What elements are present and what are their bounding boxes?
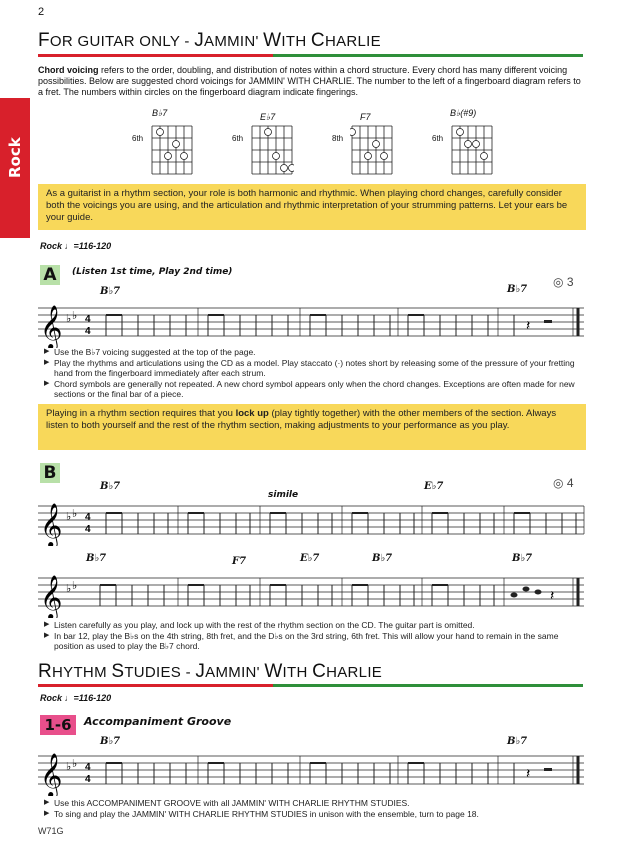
tip-text: (play tightly together) with the other members of the section. Always listen to both yourself and the rest of the rhythm section, making adjustments to your performance as you play. — [46, 408, 557, 431]
title-part: OR GUITAR ONLY - — [49, 33, 195, 50]
chord-symbol: B♭7 — [512, 553, 533, 564]
title-part: R — [38, 661, 53, 682]
instruction-item: ▶ Listen carefully as you play, and lock up with the rest of the rhythm section on the CD. The guitar part is omitted. — [44, 620, 590, 631]
chord-diagram — [130, 108, 200, 178]
tempo-marking: Rock ♩=116-120 — [40, 693, 112, 703]
chord-symbol: B♭7 — [100, 286, 121, 297]
svg-text:♭: ♭ — [66, 511, 72, 523]
instruction-item: ▶ Chord symbols are generally not repeated. A new chord symbol appears only when the chord changes. Exceptions are often made for new sections or the final bar of a piece. — [44, 379, 590, 400]
title-part: AMMIN' — [204, 33, 264, 50]
simile-marking: simile — [268, 490, 299, 500]
title-part: AMMIN' — [205, 664, 265, 681]
groove-title: Accompaniment Groove — [84, 715, 232, 728]
title-part: C — [310, 30, 325, 51]
chord-symbol: B♭7 — [86, 553, 107, 564]
fret-label: 6th — [132, 134, 144, 143]
title-part: C — [312, 661, 327, 682]
fretboard-grid — [350, 122, 394, 176]
title-part: J — [195, 661, 206, 682]
chord-symbol: B♭7 — [372, 553, 393, 564]
instruction-item: ▶ Use this ACCOMPANIMENT GROOVE with all JAMMIN' WITH CHARLIE RHYTHM STUDIES. — [44, 798, 590, 809]
chord-diagram — [230, 108, 300, 178]
svg-text:4: 4 — [85, 774, 91, 785]
instructions-a — [44, 347, 590, 400]
fretboard-grid — [150, 122, 194, 176]
study-number-box: 1-6 — [40, 715, 76, 735]
section-title-rhythm-studies — [38, 661, 382, 683]
section-a-note: (Listen 1st time, Play 2nd time) — [72, 267, 233, 277]
chord-diagram-name: B♭(#9) — [450, 108, 477, 118]
cd-track-number — [553, 476, 574, 490]
instructions-groove — [44, 798, 590, 819]
fret-label: 6th — [232, 134, 244, 143]
cd-icon: ◎ — [553, 275, 564, 289]
title-part: ITH — [281, 33, 311, 50]
tip-box-lock-up — [38, 404, 586, 450]
side-tab-label: Rock — [6, 137, 24, 178]
tip-bold: lock up — [235, 408, 269, 419]
title-rule-green — [273, 54, 583, 57]
cd-track-number — [553, 275, 574, 289]
music-staff-b1 — [38, 496, 588, 546]
chord-symbol: E♭7 — [424, 481, 444, 492]
track-number: 3 — [566, 275, 574, 289]
intro-paragraph — [38, 65, 586, 98]
instruction-item: ▶ In bar 12, play the B♭s on the 4th string, 8th fret, and the D♭s on the 3rd string, 6th fret. This will allow your hand to remain in the same position as used to play the B♭7 chord. — [44, 631, 590, 652]
svg-text:𝄞: 𝄞 — [40, 305, 63, 348]
svg-text:4: 4 — [85, 314, 91, 325]
chord-symbol: B♭7 — [507, 284, 528, 295]
track-number: 4 — [566, 476, 574, 490]
tip-box-rhythm-role: As a guitarist in a rhythm section, your role is both harmonic and rhythmic. When playing chord changes, carefully consider both the voicings you are using, and the articulation and rhythmic interpretation of your strumming patterns. Let your ears be your guide. — [38, 184, 586, 230]
rehearsal-letter-a: A — [40, 265, 60, 285]
title-part: F — [38, 30, 50, 51]
chord-symbol: B♭7 — [507, 736, 528, 747]
section-title-guitar — [38, 30, 381, 52]
music-staff-a — [38, 298, 588, 348]
title-part: J — [194, 30, 205, 51]
title-part: S — [111, 661, 125, 682]
tempo-marking: Rock ♩=116-120 — [40, 241, 112, 251]
svg-text:♭: ♭ — [66, 583, 72, 595]
svg-text:♭: ♭ — [72, 508, 78, 520]
svg-text:4: 4 — [85, 762, 91, 773]
instruction-item: ▶ To sing and play the JAMMIN' WITH CHARLIE RHYTHM STUDIES in unison with the ensemble, turn to page 18. — [44, 809, 590, 820]
svg-text:♭: ♭ — [72, 758, 78, 770]
chord-diagram-name: F7 — [360, 112, 371, 122]
title-part: ITH — [282, 664, 313, 681]
svg-text:♭: ♭ — [66, 313, 72, 325]
svg-text:𝄞: 𝄞 — [40, 575, 63, 618]
chord-symbol: B♭7 — [100, 736, 121, 747]
instructions-b — [44, 620, 590, 652]
svg-text:𝄽: 𝄽 — [526, 765, 531, 781]
music-staff-b2 — [38, 568, 588, 618]
title-part: W — [264, 661, 283, 682]
rehearsal-letter-b: B — [40, 463, 60, 483]
svg-text:4: 4 — [85, 512, 91, 523]
chord-diagram-name: B♭7 — [152, 108, 168, 118]
svg-text:𝄞: 𝄞 — [40, 753, 63, 796]
svg-text:♭: ♭ — [72, 580, 78, 592]
page-number: 2 — [38, 6, 45, 18]
fret-label: 6th — [432, 134, 444, 143]
fretboard-grid — [450, 122, 494, 176]
svg-text:4: 4 — [85, 326, 91, 337]
fret-label: 8th — [332, 134, 344, 143]
title-part: W — [263, 30, 282, 51]
title-part: HARLIE — [324, 33, 381, 50]
chord-diagram — [430, 108, 500, 178]
title-rule-red — [38, 54, 273, 57]
fretboard-grid — [250, 122, 294, 176]
title-part: HYTHM — [52, 664, 112, 681]
svg-text:𝄞: 𝄞 — [40, 503, 63, 546]
intro-text: refers to the order, doubling, and distribution of notes within a chord structure. Every chord has many different voicing possibilities. Below are suggested chord voicings for JAMMIN' WITH CHARLIE. The number to the left of a fingerboard diagram refers to a fret. The numbers within circles on the fingerboard diagram indicate fingerings. — [38, 65, 581, 97]
chord-diagram — [330, 108, 400, 178]
rock-side-tab — [0, 98, 30, 238]
title-part: TUDIES - — [124, 664, 196, 681]
title-rule-red — [38, 684, 273, 687]
svg-text:𝄽: 𝄽 — [550, 587, 555, 603]
title-rule-green — [273, 684, 583, 687]
chord-diagram-name: E♭7 — [260, 112, 276, 122]
footer-code: W71G — [38, 826, 64, 836]
instruction-item: ▶ Play the rhythms and articulations using the CD as a model. Play staccato (·) notes short by releasing some of the pressure of your fretting hand from the fingerboard immediately after each strum. — [44, 358, 590, 379]
svg-text:♭: ♭ — [66, 761, 72, 773]
svg-text:♭: ♭ — [72, 310, 78, 322]
chord-symbol: E♭7 — [300, 553, 320, 564]
tip-text: Playing in a rhythm section requires that you — [46, 408, 236, 419]
instruction-item: ▶ Use the B♭7 voicing suggested at the top of the page. — [44, 347, 590, 358]
cd-icon: ◎ — [553, 476, 564, 490]
svg-text:4: 4 — [85, 524, 91, 535]
intro-bold: Chord voicing — [38, 65, 99, 75]
svg-text:𝄽: 𝄽 — [526, 317, 531, 333]
music-staff-groove — [38, 746, 588, 796]
chord-diagrams — [130, 108, 590, 178]
title-part: HARLIE — [326, 664, 383, 681]
chord-symbol: B♭7 — [100, 481, 121, 492]
chord-symbol: F7 — [232, 556, 247, 567]
